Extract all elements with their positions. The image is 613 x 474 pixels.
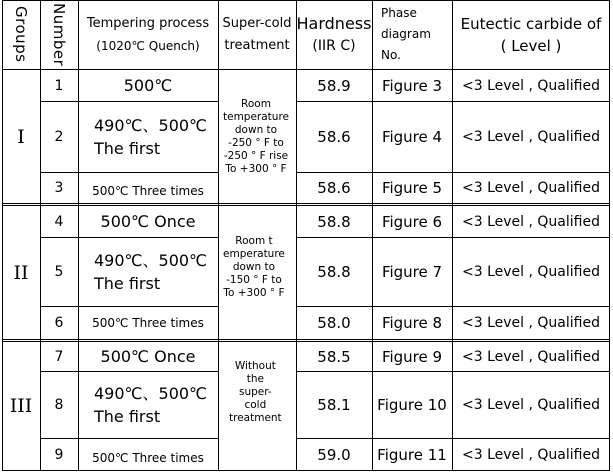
header-phase-sublabel-2: No.: [381, 48, 401, 62]
header-supercold-sublabel: treatment: [224, 37, 290, 53]
eutectic-value: <3 Level , Qualified: [462, 77, 600, 94]
supercold-line: Room: [241, 97, 271, 110]
row-number: 6: [54, 315, 64, 331]
eutectic-value: <3 Level , Qualified: [462, 315, 600, 331]
supercold-text: [218, 98, 289, 176]
supercold-line: To +300 ° F: [223, 287, 285, 299]
figure-ref: Figure 3: [381, 76, 443, 95]
header-supercold-label: Super-cold: [222, 15, 292, 31]
eutectic-value: <3 Level , Qualified: [462, 264, 600, 280]
header-hardness-label: Hardness: [296, 13, 372, 33]
row-number: 7: [54, 348, 64, 365]
header-eutectic-sublabel: ( Level ): [500, 36, 562, 55]
hardness-value: 58.5: [317, 347, 351, 366]
supercold-line: Without: [234, 360, 276, 372]
figure-ref: Figure 7: [381, 263, 443, 281]
hardness-value: 58.8: [317, 263, 351, 281]
row-number: 4: [54, 213, 64, 230]
supercold-line: the: [246, 373, 264, 385]
figure-ref: Figure 10: [377, 396, 447, 414]
supercold-line: super-: [239, 386, 272, 398]
hardness-value: 58.9: [317, 76, 351, 95]
process-line: 490℃、500℃: [94, 116, 208, 135]
process-cell: [78, 372, 218, 438]
header-phase-label: Phase: [381, 6, 417, 20]
group-label: I: [17, 125, 25, 148]
supercold-cell: [218, 70, 296, 203]
process-line: The first: [94, 139, 161, 158]
hardness-value: 58.1: [317, 396, 351, 414]
row-number: 1: [54, 77, 64, 94]
row-number: 9: [54, 446, 64, 463]
supercold-cell: [218, 206, 296, 339]
process-line: The first: [94, 407, 161, 426]
eutectic-value: <3 Level , Qualified: [462, 213, 600, 230]
row-number: 5: [54, 264, 64, 280]
process-cell: 500℃ Three times: [92, 184, 204, 198]
hardness-value: 58.6: [317, 128, 351, 146]
header-groups: [2, 0, 40, 69]
header-number: [40, 0, 78, 69]
eutectic-value: <3 Level , Qualified: [462, 129, 600, 145]
supercold-cell: [218, 342, 296, 470]
supercold-line: Room t: [235, 235, 273, 247]
header-hardness-sublabel: (IIR C): [312, 37, 356, 54]
process-cell: [78, 238, 218, 306]
supercold-line: down to: [234, 123, 278, 136]
row-number: 2: [54, 129, 64, 145]
header-phase: [372, 0, 452, 69]
process-cell: 500℃ Once: [100, 212, 196, 231]
figure-ref: Figure 6: [381, 212, 443, 231]
header-phase-sublabel: diagram: [381, 27, 431, 41]
header-supercold: [218, 0, 296, 69]
eutectic-value: <3 Level , Qualified: [462, 397, 600, 413]
hardness-value: 58.0: [317, 314, 351, 332]
figure-ref: Figure 11: [377, 445, 447, 464]
supercold-text: [224, 360, 282, 425]
supercold-line: cold: [244, 399, 267, 411]
header-eutectic-label: Eutectic carbide of: [460, 14, 602, 33]
supercold-line: down to: [232, 261, 276, 273]
supercold-line: -250 ° F rise: [223, 149, 289, 162]
hardness-value: 58.8: [317, 212, 351, 231]
process-line: 490℃、500℃: [94, 384, 208, 403]
process-cell: 500℃ Three times: [92, 316, 204, 330]
group-label: III: [9, 395, 33, 417]
process-cell: [78, 102, 218, 172]
figure-ref: Figure 8: [381, 314, 443, 332]
eutectic-value: <3 Level , Qualified: [462, 180, 600, 196]
process-cell: 500℃ Once: [100, 347, 196, 366]
header-eutectic: [452, 0, 610, 69]
supercold-line: -250 ° F to: [228, 136, 284, 149]
supercold-line: emperature: [223, 248, 285, 260]
supercold-line: temperature: [223, 110, 289, 123]
hardness-value: 58.6: [317, 179, 351, 197]
data-table: [2, 0, 610, 472]
header-hardness: [296, 0, 372, 69]
header-tempering-sublabel: (1020℃ Quench): [96, 38, 200, 53]
process-cell: 500℃: [123, 76, 173, 95]
group-label: II: [13, 261, 29, 284]
eutectic-value: <3 Level , Qualified: [462, 348, 600, 365]
row-number: 8: [54, 397, 64, 413]
header-number-label: Number: [50, 2, 68, 67]
header-groups-label: Groups: [12, 6, 30, 63]
figure-ref: Figure 4: [381, 128, 443, 146]
supercold-line: treatment: [229, 412, 282, 424]
figure-ref: Figure 9: [381, 347, 443, 366]
process-line: The first: [94, 274, 161, 293]
supercold-line: -150 ° F to: [226, 274, 282, 286]
supercold-line: To +300 ° F: [225, 162, 287, 175]
process-line: 490℃、500℃: [94, 251, 208, 270]
supercold-text: [218, 235, 285, 300]
header-tempering: [78, 0, 218, 69]
header-tempering-label: Tempering process: [86, 15, 210, 31]
eutectic-value: <3 Level , Qualified: [462, 446, 600, 463]
row-number: 3: [54, 180, 64, 196]
process-cell: 500℃ Three times: [92, 450, 204, 465]
hardness-value: 59.0: [317, 445, 351, 464]
figure-ref: Figure 5: [381, 179, 443, 197]
